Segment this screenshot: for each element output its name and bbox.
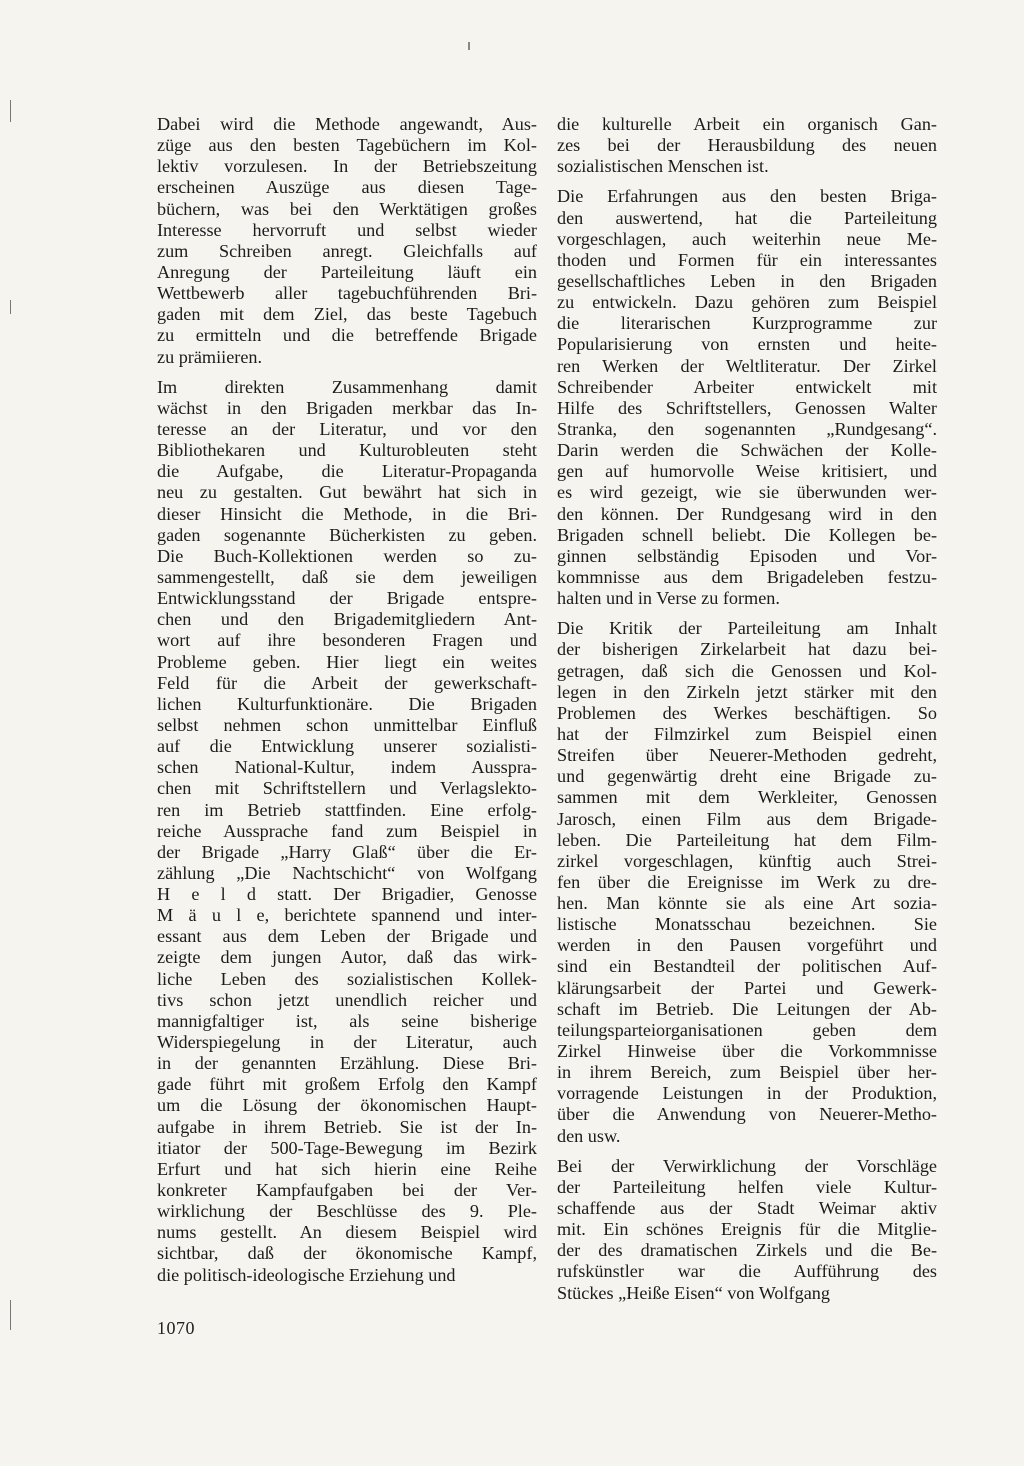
text-line: gaden mit dem Ziel, das beste Tagebuch	[157, 304, 537, 325]
text-line: der bisherigen Zirkelarbeit hat dazu bei-	[557, 639, 937, 660]
text-line: der Parteileitung helfen viele Kultur-	[557, 1176, 937, 1197]
text-line: dieser Hinsicht die Methode, in die Bri-	[157, 503, 537, 524]
text-line: zirkel vorgeschlagen, künftig auch Strei-	[557, 850, 937, 871]
paragraph	[557, 114, 937, 177]
text-line: gade führt mit großem Erfolg den Kampf	[157, 1074, 537, 1095]
scan-edge-mark	[10, 100, 11, 122]
text-line: ren im Betrieb stattfinden. Eine erfolg-	[157, 799, 537, 820]
text-line: Entwicklungsstand der Brigade entspre-	[157, 588, 537, 609]
text-line: fen über die Ereignisse im Werk zu dre-	[557, 871, 937, 892]
text-line: zählung „Die Nachtschicht“ von Wolfgang	[157, 862, 537, 883]
text-line: die politisch-ideologische Erziehung und	[157, 1264, 456, 1285]
text-line: gesellschaftliches Leben in den Brigaden	[557, 270, 937, 291]
text-line: um die Lösung der ökonomischen Haupt-	[157, 1095, 537, 1116]
text-line: wort auf ihre besonderen Fragen und	[157, 630, 537, 651]
text-line: Jarosch, einen Film aus dem Brigade-	[557, 808, 937, 829]
paragraph	[157, 377, 537, 1286]
paragraph	[557, 186, 937, 609]
left-text-column	[157, 114, 537, 1286]
text-line: Stranka, den sogenannten „Rundgesang“.	[557, 418, 937, 439]
text-line: lichen Kulturfunktionäre. Die Brigaden	[157, 693, 537, 714]
text-line: klärungsarbeit der Partei und Gewerk-	[557, 977, 937, 998]
text-line: Dabei wird die Methode angewandt, Aus-	[157, 114, 537, 134]
text-line: der des dramatischen Zirkels und die Be-	[557, 1240, 937, 1261]
text-line: zu entwickeln. Dazu gehören zum Beispiel	[557, 292, 937, 313]
text-line: Bei der Verwirklichung der Vorschläge	[557, 1155, 937, 1176]
text-line: mannigfaltiger ist, als seine bisherige	[157, 1010, 537, 1031]
text-line: die literarischen Kurzprogramme zur	[557, 313, 937, 334]
text-line: sind ein Bestandteil der politischen Auf-	[557, 956, 937, 977]
text-line: Feld für die Arbeit der gewerkschaft-	[157, 672, 537, 693]
text-line: halten und in Verse zu formen.	[557, 588, 780, 609]
text-line: zeigte dem jungen Autor, daß das wirk-	[157, 947, 537, 968]
text-line: kommnisse aus dem Brigadeleben festzu-	[557, 566, 937, 587]
text-line: liche Leben des sozialistischen Kollek-	[157, 968, 537, 989]
text-line: vorragende Leistungen in der Produktion,	[557, 1083, 937, 1104]
text-line: ren Werken der Weltliteratur. Der Zirkel	[557, 355, 937, 376]
text-line: legen in den Zirkeln jetzt stärker mit den	[557, 681, 937, 702]
text-line: büchern, was bei den Werktätigen großes	[157, 198, 537, 219]
text-line: Streifen über Neuerer-Methoden gedreht,	[557, 745, 937, 766]
text-line: Im direkten Zusammenhang damit	[157, 376, 537, 397]
text-line: in ihrem Bereich, zum Beispiel über her-	[557, 1062, 937, 1083]
text-line: Problemen des Werkes beschäftigen. So	[557, 702, 937, 723]
text-line: Wettbewerb aller tagebuchführenden Bri-	[157, 283, 537, 304]
text-line: chen und den Brigademitgliedern Ant-	[157, 609, 537, 630]
text-line: hat der Filmzirkel zum Beispiel einen	[557, 723, 937, 744]
text-line: Brigaden schnell beliebt. Die Kollegen be-	[557, 524, 937, 545]
text-line: hen. Man könnte sie als eine Art sozia-	[557, 893, 937, 914]
text-line: die Aufgabe, die Literatur-Propaganda	[157, 461, 537, 482]
text-line: sammen mit dem Werkleiter, Genossen	[557, 787, 937, 808]
text-line: Bibliothekaren und Kulturobleuten steht	[157, 440, 537, 461]
text-line: teresse an der Literatur, und vor den	[157, 418, 537, 439]
scan-speck-mark	[468, 42, 470, 50]
paragraph	[557, 618, 937, 1147]
text-line: Erfurt und hat sich hierin eine Reihe	[157, 1158, 537, 1179]
text-line: Hilfe des Schriftstellers, Genossen Walter	[557, 397, 937, 418]
text-line: chen mit Schriftstellern und Verlagslekto-	[157, 778, 537, 799]
text-line: zum Schreiben anregt. Gleichfalls auf	[157, 240, 537, 261]
text-line: konkreter Kampfaufgaben bei der Ver-	[157, 1180, 537, 1201]
text-line: der Brigade „Harry Glaß“ über die Er-	[157, 841, 537, 862]
paragraph-gap	[557, 177, 937, 186]
text-line: werden in den Pausen vorgeführt und	[557, 935, 937, 956]
text-line: Die Buch-Kollektionen werden so zu-	[157, 545, 537, 566]
text-line: Zirkel Hinweise über die Vorkommnisse	[557, 1041, 937, 1062]
paragraph-gap	[157, 368, 537, 377]
text-line: zu prämiieren.	[157, 346, 263, 367]
text-line: neu zu gestalten. Gut bewährt hat sich in	[157, 482, 537, 503]
text-line: itiator der 500-Tage-Bewegung im Bezirk	[157, 1137, 537, 1158]
text-line: schaffende aus der Stadt Weimar aktiv	[557, 1198, 937, 1219]
text-line: Die Erfahrungen aus den besten Briga-	[557, 186, 937, 207]
text-line: zu ermitteln und die betreffende Brigade	[157, 325, 537, 346]
text-line: aufgabe in ihrem Betrieb. Sie ist der In-	[157, 1116, 537, 1137]
text-line: Anregung der Parteileitung läuft ein	[157, 261, 537, 282]
text-line: nums gestellt. An diesem Beispiel wird	[157, 1222, 537, 1243]
paragraph	[557, 1156, 937, 1304]
text-line: die kulturelle Arbeit ein organisch Gan-	[557, 114, 937, 134]
text-line: Darin werden die Schwächen der Kolle-	[557, 440, 937, 461]
text-line: und gegenwärtig dreht eine Brigade zu-	[557, 766, 937, 787]
text-line: es wird gezeigt, wie sie überwunden wer-	[557, 482, 937, 503]
text-line: zes bei der Herausbildung des neuen	[557, 135, 937, 156]
text-line: leben. Die Parteileitung hat dem Film-	[557, 829, 937, 850]
text-line: Popularisierung von ernsten und heite-	[557, 334, 937, 355]
text-line: rufskünstler war die Aufführung des	[557, 1261, 937, 1282]
text-line: sozialistischen Menschen ist.	[557, 156, 769, 177]
text-line: über die Anwendung von Neuerer-Metho-	[557, 1104, 937, 1125]
text-line: listische Monatsschau bezeichnen. Sie	[557, 914, 937, 935]
text-line: mit. Ein schönes Ereignis für die Mitglie-	[557, 1219, 937, 1240]
text-line: Probleme geben. Hier liegt ein weites	[157, 651, 537, 672]
text-line: thoden und Formen für ein interessantes	[557, 249, 937, 270]
text-line: in der genannten Erzählung. Diese Bri-	[157, 1053, 537, 1074]
text-line: getragen, daß sich die Genossen und Kol-	[557, 660, 937, 681]
text-line: auf die Entwicklung unserer sozialisti-	[157, 736, 537, 757]
right-text-column	[557, 114, 937, 1304]
text-line: erscheinen Auszüge aus diesen Tage-	[157, 177, 537, 198]
scan-edge-mark	[10, 300, 11, 314]
text-line: Schreibender Arbeiter entwickelt mit	[557, 376, 937, 397]
scan-edge-mark	[10, 1300, 11, 1330]
text-line: Die Kritik der Parteileitung am Inhalt	[557, 618, 937, 639]
paragraph-gap	[557, 1147, 937, 1156]
text-line: sammengestellt, daß sie dem jeweiligen	[157, 566, 537, 587]
text-line: Stückes „Heiße Eisen“ von Wolfgang	[557, 1282, 830, 1303]
text-line: tivs schon jetzt unendlich reicher und	[157, 989, 537, 1010]
text-line: schaft im Betrieb. Die Leitungen der Ab-	[557, 998, 937, 1019]
text-line: wächst in den Brigaden merkbar das In-	[157, 397, 537, 418]
text-line: sichtbar, daß der ökonomische Kampf,	[157, 1243, 537, 1264]
text-line: selbst nehmen schon unmittelbar Einfluß	[157, 714, 537, 735]
text-line: essant aus dem Leben der Brigade und	[157, 926, 537, 947]
text-line: gaden sogenannte Bücherkisten zu geben.	[157, 524, 537, 545]
text-line: gen auf humorvolle Weise kritisiert, und	[557, 461, 937, 482]
text-line: züge aus den besten Tagebüchern im Kol-	[157, 135, 537, 156]
text-line: Interesse hervorruft und selbst wieder	[157, 219, 537, 240]
text-line: ginnen selbständig Episoden und Vor-	[557, 545, 937, 566]
text-line: den usw.	[557, 1125, 621, 1146]
paragraph-gap	[557, 609, 937, 618]
text-line: den können. Der Rundgesang wird in den	[557, 503, 937, 524]
text-line: H e l d statt. Der Brigadier, Genosse	[157, 884, 537, 905]
text-line: reiche Aussprache fand zum Beispiel in	[157, 820, 537, 841]
text-line: teilungsparteiorganisationen geben dem	[557, 1019, 937, 1040]
paragraph	[157, 114, 537, 368]
text-line: den auswertend, hat die Parteileitung	[557, 207, 937, 228]
text-line: vorgeschlagen, auch weiterhin neue Me-	[557, 228, 937, 249]
text-line: lektiv vorzulesen. In der Betriebszeitung	[157, 156, 537, 177]
text-line: wirklichung der Beschlüsse des 9. Ple-	[157, 1201, 537, 1222]
text-line: Widerspiegelung in der Literatur, auch	[157, 1032, 537, 1053]
text-line: M ä u l e, berichtete spannend und inter-	[157, 905, 537, 926]
page-number: 1070	[157, 1318, 195, 1338]
text-line: schen National-Kultur, indem Ausspra-	[157, 757, 537, 778]
